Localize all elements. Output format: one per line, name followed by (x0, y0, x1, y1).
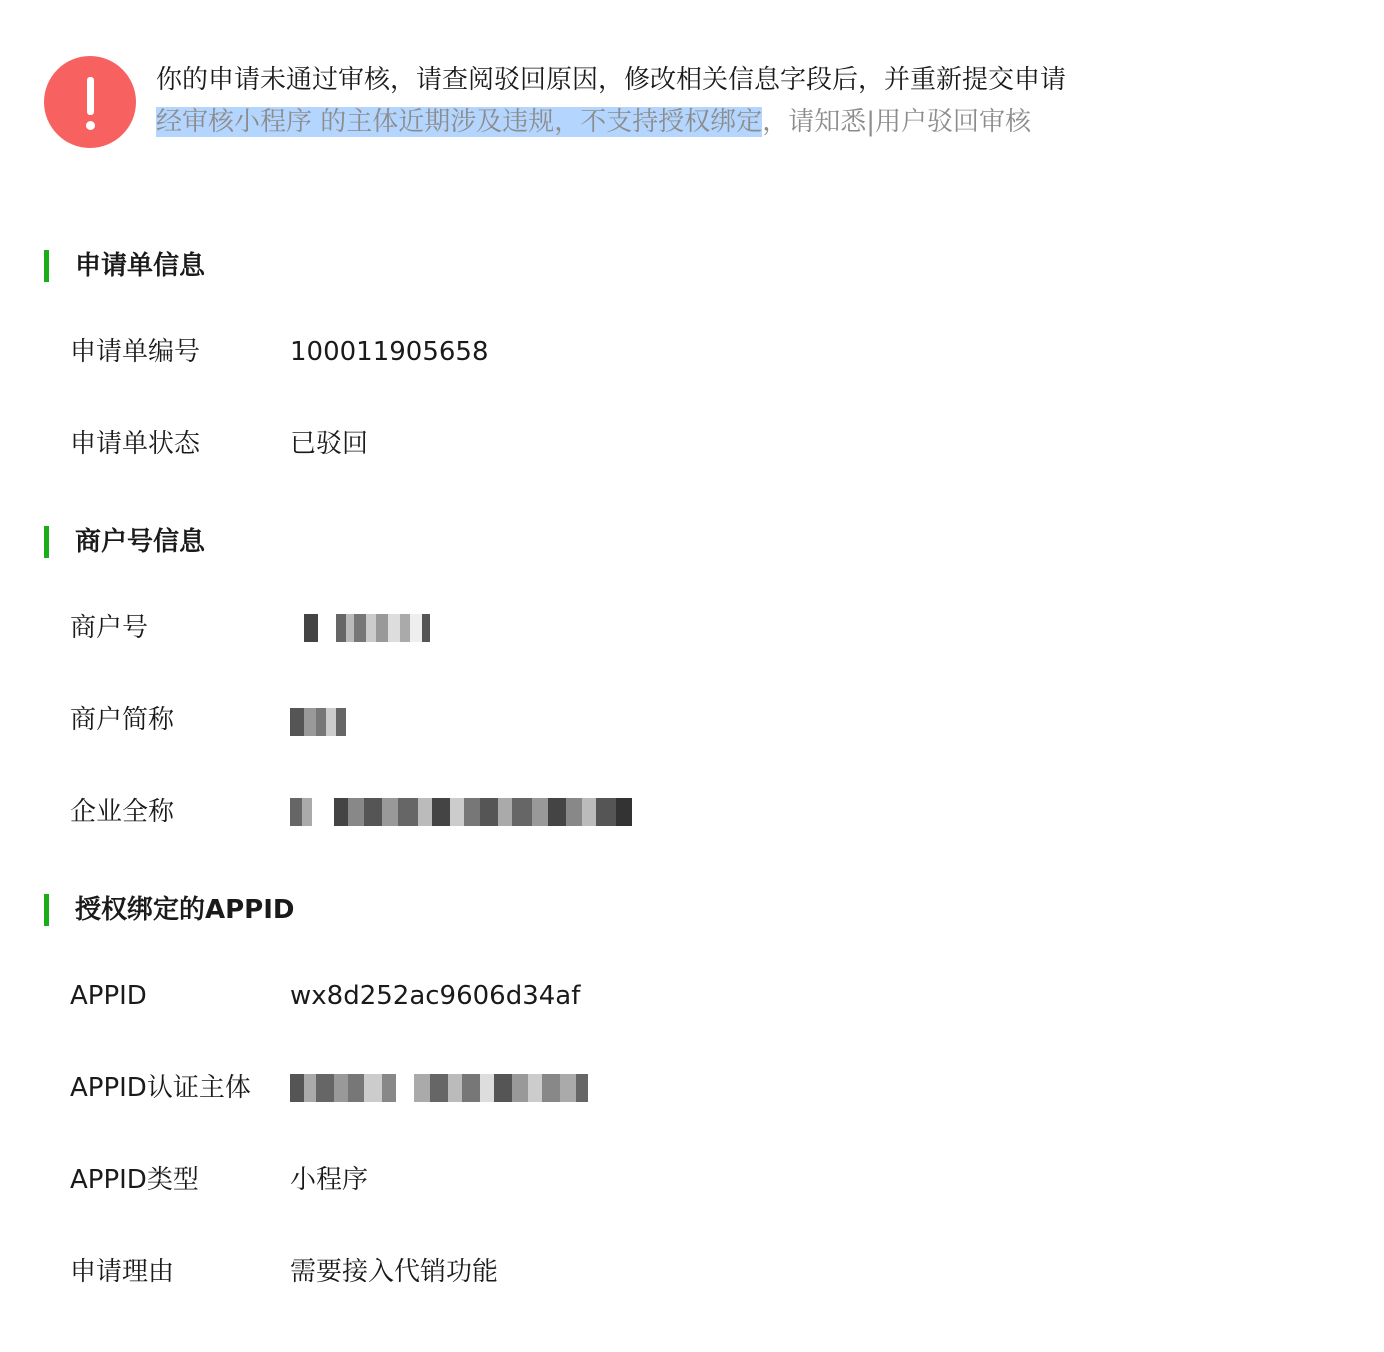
notice-reason-highlight: 经审核小程序 的主体近期涉及违规，不支持授权绑定 (156, 107, 763, 137)
application-reason-label: 申请理由 (70, 1257, 175, 1287)
company-full-name-masked (290, 798, 632, 826)
exclamation-bar (87, 77, 94, 115)
appid-type-label: APPID类型 (70, 1165, 199, 1195)
appid-value: wx8d252ac9606d34af (290, 981, 581, 1011)
application-number-value: 100011905658 (290, 337, 489, 367)
appid-label: APPID (70, 981, 147, 1011)
application-status-value: 已驳回 (290, 429, 369, 459)
appid-type-value: 小程序 (290, 1165, 369, 1195)
application-status-label: 申请单状态 (70, 429, 201, 459)
notice-reason (156, 102, 1031, 142)
application-reason-value: 需要接入代销功能 (290, 1257, 499, 1287)
application-number-label: 申请单编号 (70, 337, 201, 367)
merchant-short-name-label: 商户简称 (70, 705, 175, 735)
section-title-application: 申请单信息 (44, 250, 205, 282)
merchant-short-name-masked (290, 708, 346, 736)
notice-reason-rest: ，请知悉|用户驳回审核 (762, 107, 1032, 137)
section-title-appid: 授权绑定的APPID (44, 894, 295, 926)
appid-subject-masked (290, 1074, 588, 1102)
company-full-name-label: 企业全称 (70, 797, 175, 827)
exclamation-icon (44, 56, 136, 148)
merchant-id-label: 商户号 (70, 613, 149, 643)
merchant-id-masked (304, 614, 430, 642)
section-title-merchant: 商户号信息 (44, 526, 205, 558)
appid-subject-label: APPID认证主体 (70, 1073, 251, 1103)
notice-title: 你的申请未通过审核，请查阅驳回原因，修改相关信息字段后，并重新提交申请 (156, 65, 1067, 95)
exclamation-dot (86, 121, 95, 130)
